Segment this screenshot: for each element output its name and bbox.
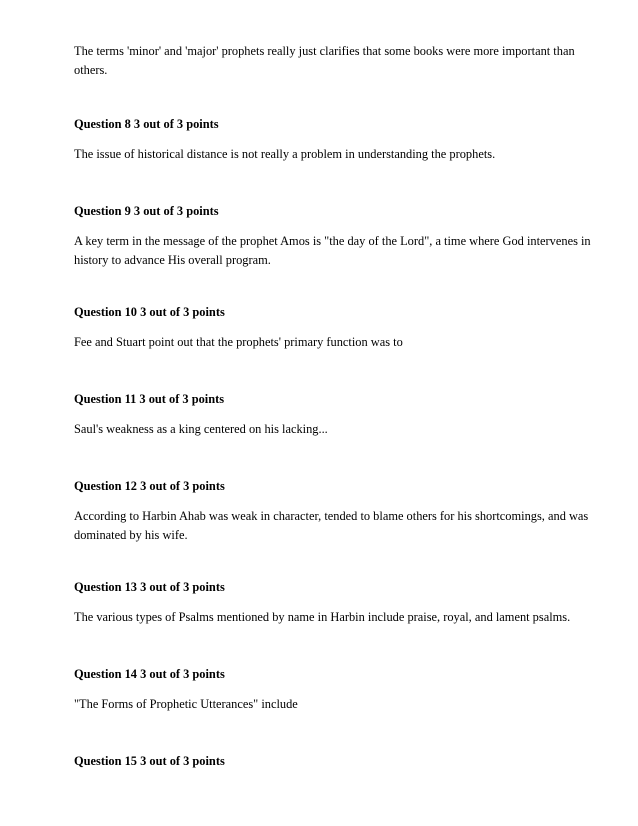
question-text: The various types of Psalms mentioned by name in Harbin include praise, royal, and lament psalms.: [74, 610, 571, 624]
question-heading: Question 9 3 out of 3 points: [74, 204, 219, 218]
question-8: [74, 115, 594, 164]
question-9: [74, 202, 594, 270]
question-heading: Question 10 3 out of 3 points: [74, 305, 225, 319]
question-heading: Question 8 3 out of 3 points: [74, 117, 219, 131]
question-text: According to Harbin Ahab was weak in character, tended to blame others for his shortcomings, and was dominated by his wife.: [74, 509, 589, 542]
question-heading: Question 14 3 out of 3 points: [74, 667, 225, 681]
question-text: The issue of historical distance is not really a problem in understanding the prophets.: [74, 147, 496, 161]
question-heading: Question 12 3 out of 3 points: [74, 479, 225, 493]
intro-statement: [74, 42, 594, 80]
question-14: [74, 665, 594, 714]
question-heading: Question 15 3 out of 3 points: [74, 754, 225, 768]
question-text: Fee and Stuart point out that the prophets' primary function was to: [74, 335, 403, 349]
question-12: [74, 477, 594, 545]
question-11: [74, 390, 594, 439]
question-heading: Question 11 3 out of 3 points: [74, 392, 225, 406]
question-text: "The Forms of Prophetic Utterances" include: [74, 697, 298, 711]
question-15: [74, 752, 594, 771]
question-text: A key term in the message of the prophet Amos is "the day of the Lord", a time where God intervenes in history to advance His overall program.: [74, 234, 591, 267]
question-10: [74, 303, 594, 352]
question-13: [74, 578, 594, 627]
question-heading: Question 13 3 out of 3 points: [74, 580, 225, 594]
question-text: Saul's weakness as a king centered on his lacking...: [74, 422, 328, 436]
intro-text: The terms 'minor' and 'major' prophets really just clarifies that some books were more important than others.: [74, 44, 575, 77]
